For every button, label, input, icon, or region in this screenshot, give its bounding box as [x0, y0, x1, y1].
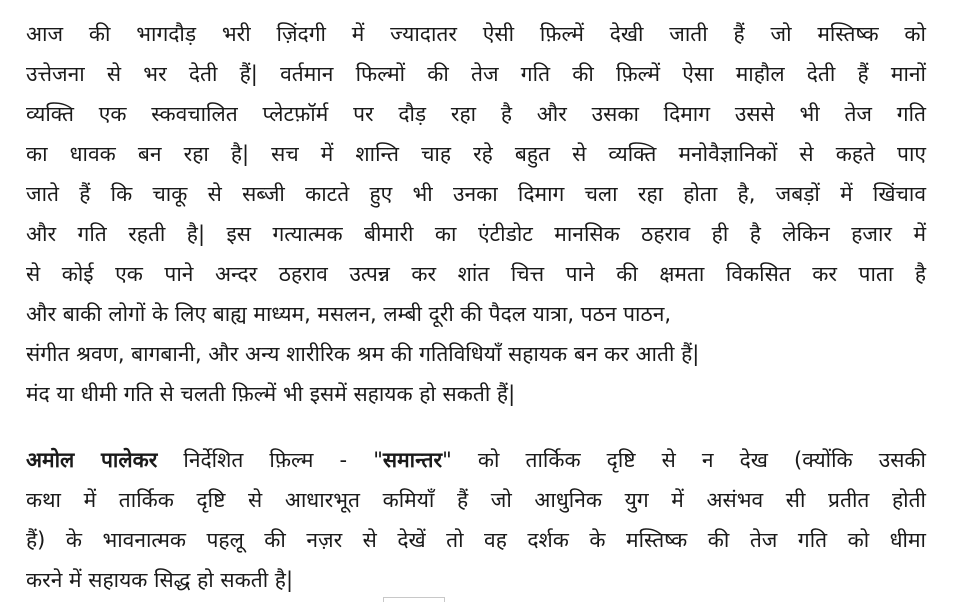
- paragraph-2-line: हैं) के भावनात्मक पहलू की नज़र से देखें तो वह दर्शक के मस्तिष्क की तेज गति को धीमा: [26, 528, 926, 552]
- paragraph-1-line: से कोई एक पाने अन्दर ठहराव उत्पन्न कर शांत चित्त पाने की क्षमता विकसित कर पाता है: [26, 262, 926, 286]
- paragraph-1-line: आज की भागदौड़ भरी ज़िंदगी में ज्यादातर ऐसी फ़िल्में देखी जाती हैं जो मस्तिष्क को: [26, 22, 926, 46]
- paragraph-1-line: उत्तेजना से भर देती हैं| वर्तमान फिल्मों की तेज गति की फ़िल्में ऐसा माहौल देती हैं मानों: [26, 62, 926, 86]
- director-name: अमोल पालेकर: [26, 448, 158, 472]
- paragraph-1-line: संगीत श्रवण, बागबानी, और अन्य शारीरिक श्रम की गतिविधियाँ सहायक बन कर आती हैं|: [26, 342, 700, 366]
- document-body: [26, 14, 926, 600]
- text-cursor-box: [383, 597, 445, 602]
- paragraph-1: [26, 14, 926, 414]
- paragraph-2-text: निर्देशित फ़िल्म - ": [157, 448, 383, 472]
- paragraph-1-line: और बाकी लोगों के लिए बाह्य माध्यम, मसलन, लम्बी दूरी की पैदल यात्रा, पठन पाठन,: [26, 302, 672, 326]
- paragraph-2-text: " को तार्किक दृष्टि से न देख (क्योंकि उसकी: [442, 448, 926, 472]
- paragraph-2: [26, 440, 926, 600]
- paragraph-1-line: जाते हैं कि चाकू से सब्जी काटते हुए भी उनका दिमाग चला रहा होता है, जबड़ों में खिंचाव: [26, 182, 926, 206]
- paragraph-1-line: व्यक्ति एक स्कवचालित प्लेटफ़ॉर्म पर दौड़ रहा है और उसका दिमाग उससे भी तेज गति: [26, 102, 926, 126]
- paragraph-2-first-line: [26, 440, 926, 480]
- paragraph-1-line: और गति रहती है| इस गत्यात्मक बीमारी का एंटीडोट मानसिक ठहराव ही है लेकिन हजार में: [26, 222, 926, 246]
- paragraph-2-line: कथा में तार्किक दृष्टि से आधारभूत कमियाँ हैं जो आधुनिक युग में असंभव सी प्रतीत होती: [26, 488, 926, 512]
- paragraph-2-line: करने में सहायक सिद्ध हो सकती है|: [26, 568, 294, 592]
- paragraph-1-line: का धावक बन रहा है| सच में शान्ति चाह रहे बहुत से व्यक्ति मनोवैज्ञानिकों से कहते पाए: [26, 142, 926, 166]
- film-title: समान्तर: [382, 448, 443, 472]
- paragraph-1-line: मंद या धीमी गति से चलती फ़िल्में भी इसमें सहायक हो सकती हैं|: [26, 382, 516, 406]
- paragraph-spacer: [26, 414, 926, 440]
